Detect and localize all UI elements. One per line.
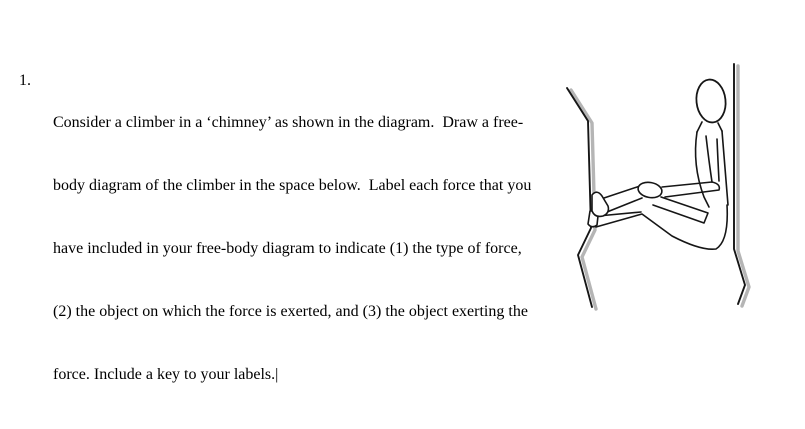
climber-head: [694, 78, 727, 124]
problem-text-line: Consider a climber in a ‘chimney’ as shown in the diagram. Draw a free-: [53, 114, 524, 131]
problem-text: [53, 70, 531, 427]
problem-text-line: (2) the object on which the force is exerted, and (3) the object exerting the: [53, 303, 528, 320]
climber-neck: [697, 122, 722, 132]
climber-foot2: [588, 211, 598, 227]
problem-text-line: body diagram of the climber in the space below. Label each force that you: [53, 177, 532, 194]
right-wall: [734, 64, 745, 304]
wall-shadows: [571, 66, 749, 309]
climber-hand: [637, 181, 663, 200]
climber-shin2: [598, 212, 641, 216]
climber-upper-arm: [706, 136, 719, 182]
problem-statement: [19, 70, 531, 427]
problem-text-line: have included in your free-body diagram to indicate (1) the type of force,: [53, 240, 522, 257]
climber-shin1: [601, 186, 642, 212]
problem-text-line: force. Include a key to your labels.|: [53, 366, 279, 383]
left-wall-shadow: [571, 90, 596, 309]
climber-torso-back: [722, 131, 728, 205]
climber-thigh: [653, 197, 708, 223]
item-number: 1.: [19, 72, 31, 89]
climber-torso-front: [696, 132, 709, 207]
left-wall: [567, 88, 592, 307]
climber-hip-lower-leg: [596, 205, 727, 249]
climber: [588, 122, 728, 249]
climber-forearm: [662, 182, 719, 197]
climber-foot1: [592, 192, 608, 216]
right-wall-shadow: [738, 66, 749, 306]
